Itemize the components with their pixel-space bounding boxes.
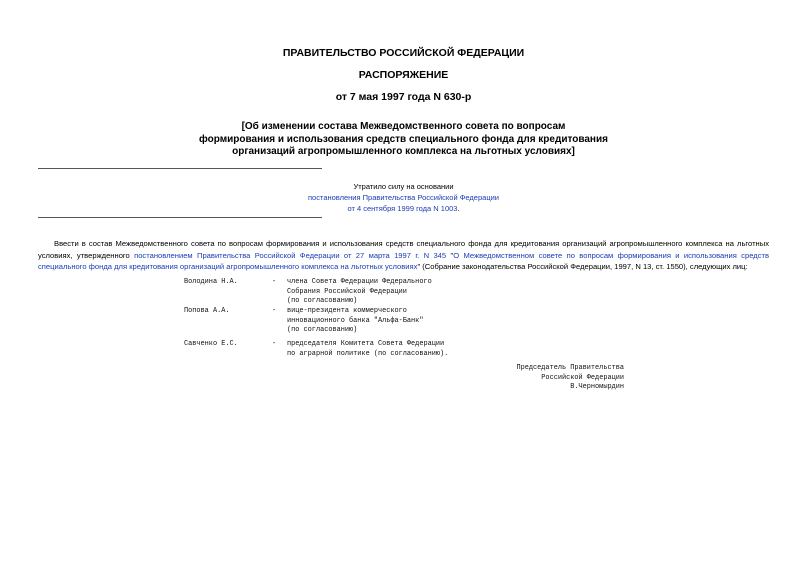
document-title — [180, 121, 627, 159]
top-divider — [38, 168, 322, 169]
expiry-period: . — [457, 204, 460, 213]
council-decree-title-link[interactable]: О Межведомственном совете по вопросам формирования и использования средств специального фонда для кредитования организаций агропромышленного комплекса на льготных условиях — [38, 250, 769, 271]
member-name: Савченко Е.С. — [184, 340, 238, 348]
signature-name: В.Черномырдин — [570, 383, 624, 391]
title-line-1: [Об изменении состава Межведомственного совета по вопросам — [241, 121, 566, 132]
government-heading: ПРАВИТЕЛЬСТВО РОССИЙСКОЙ ФЕДЕРАЦИИ — [282, 47, 525, 59]
body-paragraph — [38, 238, 769, 273]
member-name: Володина Н.А. — [184, 278, 238, 286]
title-line-3: организаций агропромышленного комплекса на льготных условиях] — [232, 146, 575, 157]
document-type: РАСПОРЯЖЕНИЕ — [358, 69, 449, 81]
body-text-3: " (Собрание законодательства Российской Федерации, 1997, N 13, ст. 1550), следующих лиц: — [417, 262, 748, 271]
member-dash: - — [272, 340, 277, 348]
decree-345-link[interactable]: постановлением Правительства Российской Федерации от 27 марта 1997 г. N 345 — [134, 250, 447, 260]
expiry-date-link[interactable]: от 4 сентября 1999 года N 1003 — [347, 204, 458, 213]
member-name: Попова А.А. — [184, 307, 230, 315]
member-role: члена Совета Федерации Федерального Собрания Российской Федерации (по согласованию) — [287, 278, 432, 306]
member-dash: - — [272, 278, 277, 286]
signature-position: Председатель Правительства Российской Федерации — [516, 364, 624, 382]
member-dash: - — [272, 307, 277, 315]
title-line-2: формирования и использования средств специального фонда для кредитования — [199, 133, 608, 145]
bottom-divider — [38, 217, 322, 218]
member-role: вице-президента коммерческого инновационного банка "Альфа-Банк" (по согласованию) — [287, 307, 424, 335]
body-text-1: Ввести в состав Межведомственного совета по вопросам формирования и использования средств специального фонда для кредитования организаций агропромышленного комплекса на льготных условиях, утвержденного — [38, 239, 769, 260]
member-role: председателя Комитета Совета Федерации по аграрной политике (по согласованию). — [287, 340, 449, 358]
document-date-number: от 7 мая 1997 года N 630-р — [335, 91, 472, 103]
expiry-note: Утратило силу на основании — [353, 182, 454, 191]
expiry-decree-link[interactable]: постановления Правительства Российской Федерации — [307, 193, 499, 202]
body-text-2: " — [446, 250, 454, 260]
